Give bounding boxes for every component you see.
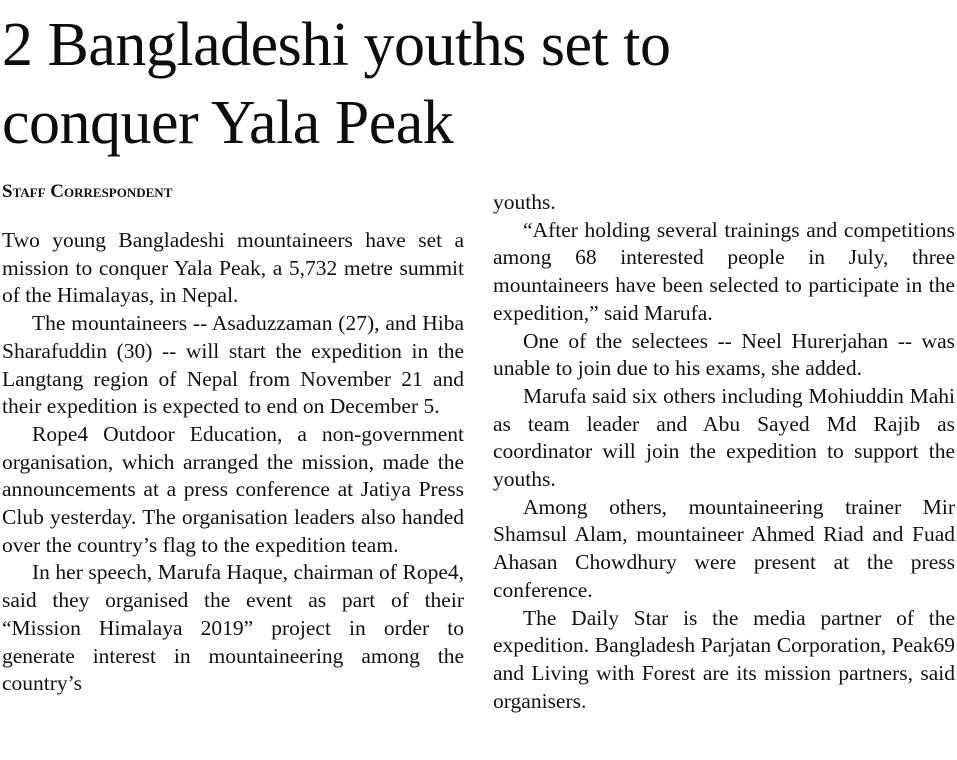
paragraph-continued: youths.	[493, 190, 556, 214]
article-column-right	[493, 189, 955, 715]
paragraph: Two young Bangladeshi mountaineers have set a mission to conquer Yala Peak, a 5,732 metre summit of the Himalayas, in Nepal.	[2, 228, 464, 308]
paragraph: Among others, mountaineering trainer Mir Shamsul Alam, mountaineer Ahmed Riad and Fuad Ahasan Chowdhury were present at the press conference.	[493, 494, 955, 602]
paragraph: Rope4 Outdoor Education, a non-government organisation, which arranged the mission, made the announcements at a press conference at Jatiya Press Club yesterday. The organisation leaders also handed over the country’s flag to the expedition team.	[2, 421, 464, 557]
paragraph: One of the selectees -- Neel Hurerjahan -- was unable to join due to his exams, she added.	[493, 328, 955, 381]
paragraph: “After holding several trainings and competitions among 68 interested people in July, three mountaineers have been selected to participate in the expedition,” said Marufa.	[493, 217, 955, 325]
byline: Staff Correspondent	[2, 181, 173, 202]
paragraph: Marufa said six others including Mohiuddin Mahi as team leader and Abu Sayed Md Rajib as coordinator will join the expedition to support the youths.	[493, 383, 955, 492]
headline-line-1: 2 Bangladeshi youths set to	[2, 11, 671, 79]
paragraph: In her speech, Marufa Haque, chairman of Rope4, said they organised the event as part of their “Mission Himalaya 2019” project in order to generate interest in mountaineering among the country’s	[2, 560, 464, 696]
article-headline	[2, 6, 952, 162]
article-column-left	[2, 227, 464, 698]
paragraph: The mountaineers -- Asaduzzaman (27), and Hiba Sharafuddin (30) -- will start the expedition in the Langtang region of Nepal from November 21 and their expedition is expected to end on December 5.	[2, 311, 464, 419]
headline-line-2: conquer Yala Peak	[2, 89, 454, 157]
paragraph: The Daily Star is the media partner of the expedition. Bangladesh Parjatan Corporation, Peak69 and Living with Forest are its mission partners, said organisers.	[493, 605, 955, 713]
